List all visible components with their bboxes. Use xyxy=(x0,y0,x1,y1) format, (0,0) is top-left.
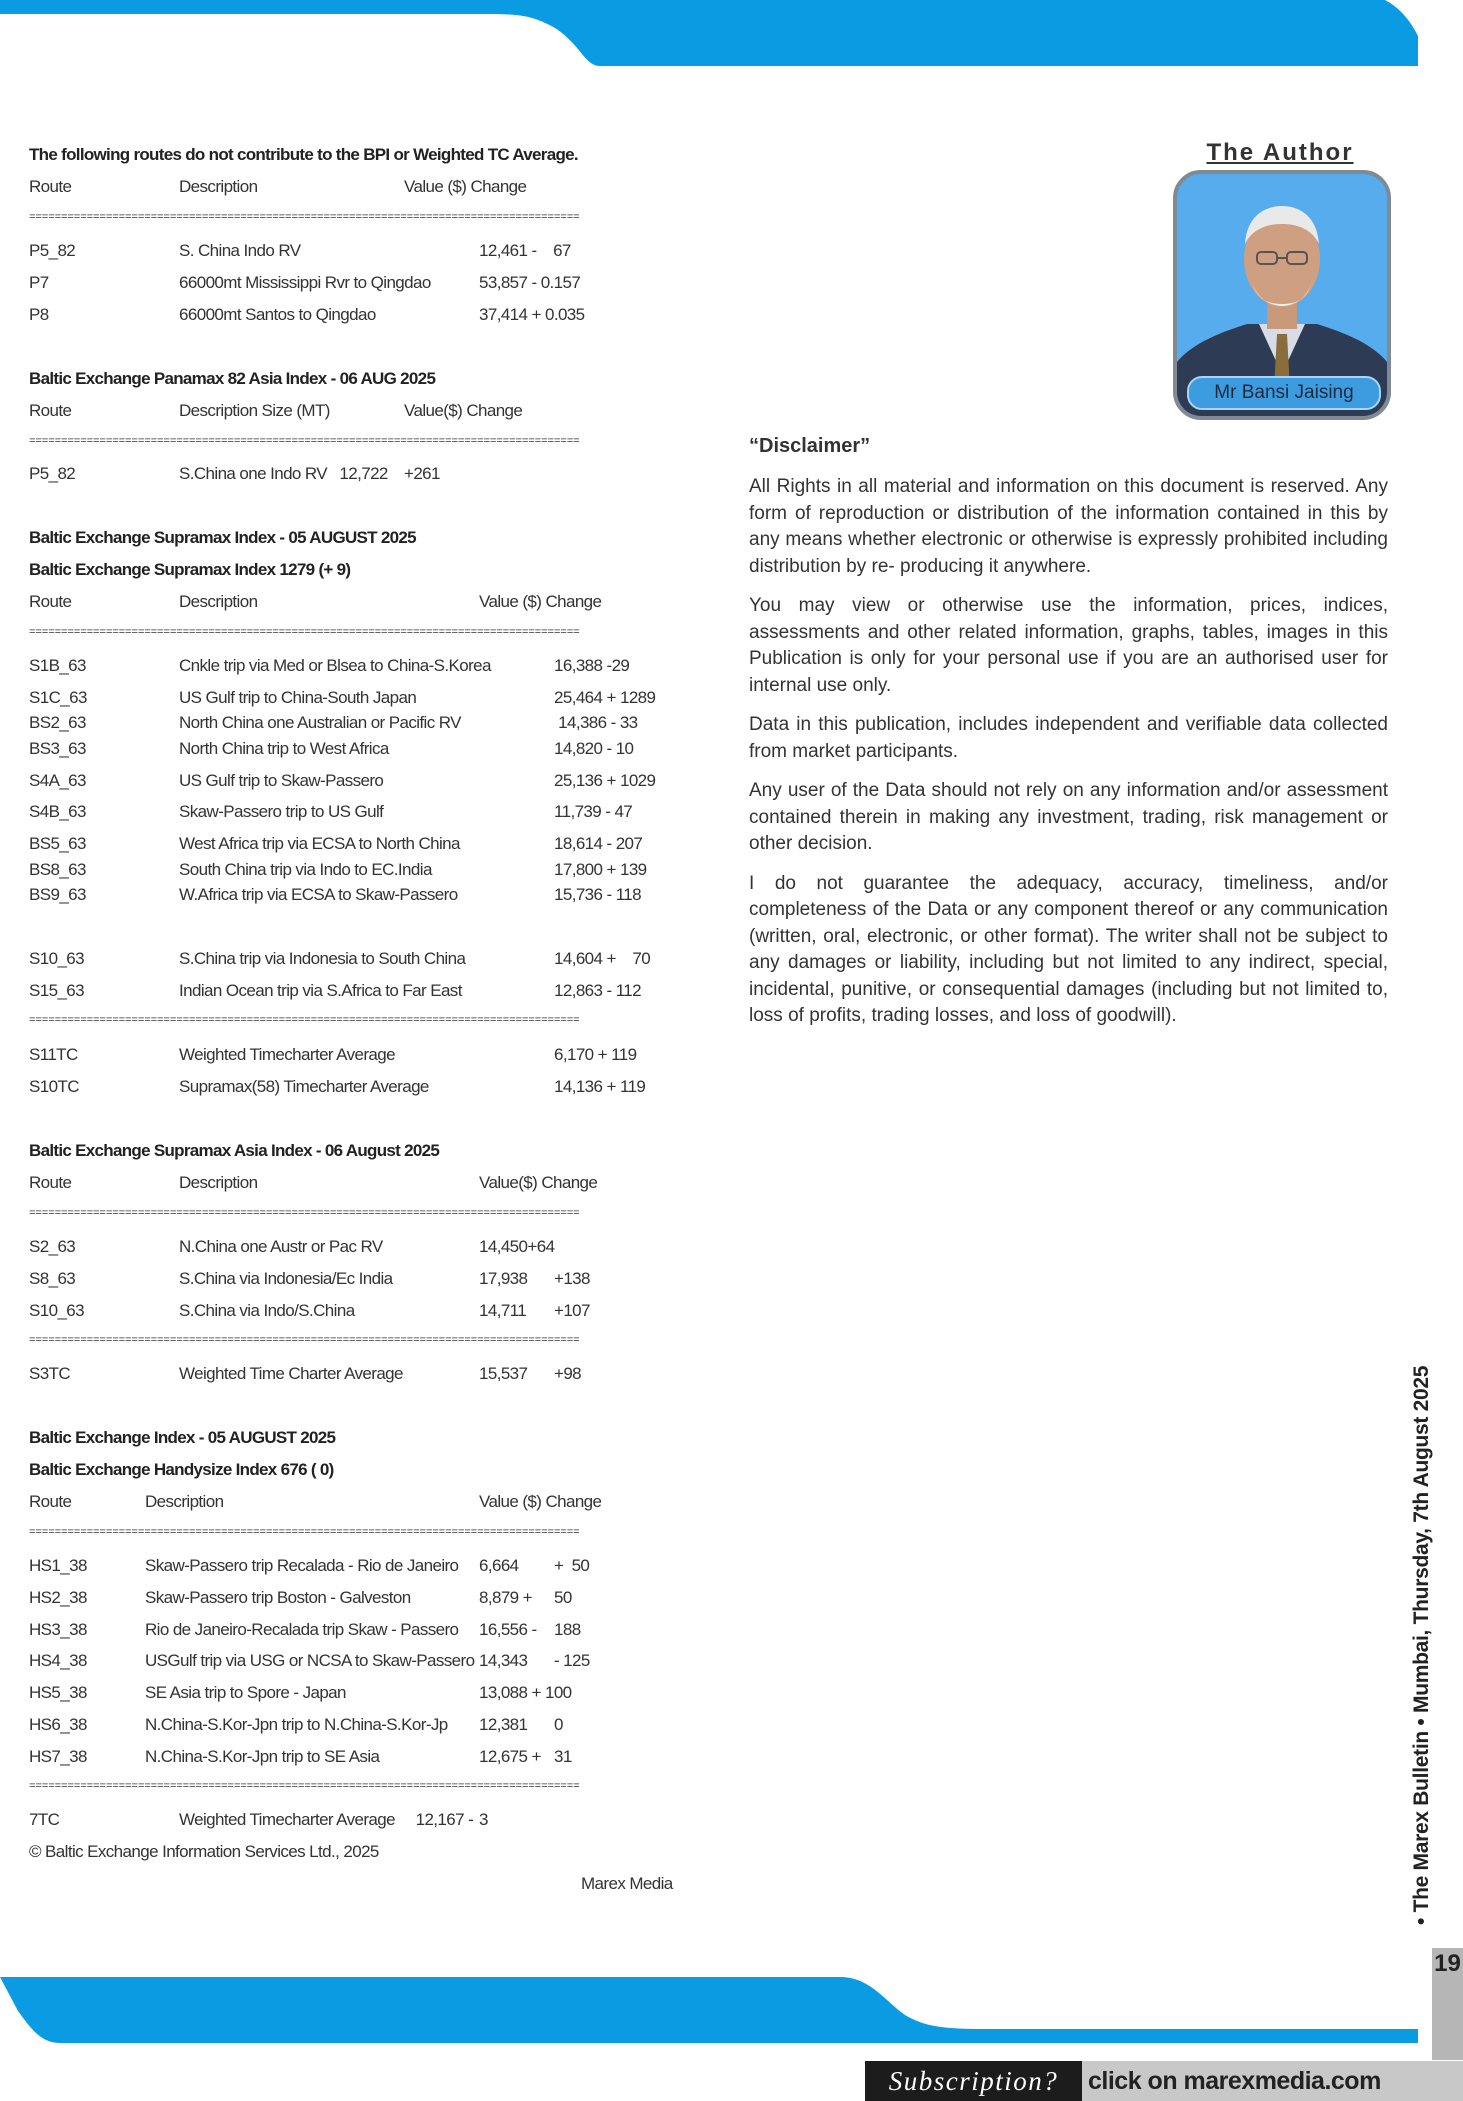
rule-line: ====================================================================================== xyxy=(29,1527,580,1539)
author-title: The Author xyxy=(1206,139,1354,166)
page-number: 19 xyxy=(1432,1948,1463,2060)
disclaimer-body xyxy=(749,474,1388,1043)
rule-line: ====================================================================================== xyxy=(29,1335,580,1347)
disclaimer-paragraph: Any user of the Data should not rely on any information and/or assessment contained therein in making any investment, trading, risk management or other decision. xyxy=(749,780,1388,854)
disclaimer-paragraph: All Rights in all material and information on this document is reserved. Any form of reproduction or distribution of the information contained in this by any means whether electronic or otherwise is expressly prohibited including distribution by re- producing it anywhere. xyxy=(749,476,1388,577)
author-photo xyxy=(1173,170,1391,420)
subscription-label: Subscription? xyxy=(865,2061,1082,2101)
rule-line: ====================================================================================== xyxy=(29,1015,580,1027)
disclaimer-paragraph: Data in this publication, includes independent and verifiable data collected from market participants. xyxy=(749,714,1388,762)
disclaimer-paragraph: I do not guarantee the adequacy, accuracy, timeliness, and/or completeness of the Data or any component thereof or any communication (written, oral, electronic, or other format). The writer shall not be subject to any damages or liability, including but not limited to any indirect, special, incidental, punitive, or consequential damages (including but not limited to, loss of profits, trading losses, and loss of goodwill). xyxy=(749,872,1388,1026)
rule-line: ====================================================================================== xyxy=(29,1208,580,1220)
bottom-banner xyxy=(0,1975,1463,2045)
rule-line: ====================================================================================== xyxy=(29,627,580,639)
subscription-link[interactable]: click on marexmedia.com xyxy=(1088,2067,1381,2095)
disclaimer-paragraph: You may view or otherwise use the information, prices, indices, assessments and other related information, graphs, tables, images in this Publication is only for your personal use if you are an authorised user for internal use only. xyxy=(749,595,1388,696)
bulletin-dateline: • The Marex Bulletin • Mumbai, Thursday, 7th August 2025 xyxy=(1410,1365,1433,1925)
rule-line: ====================================================================================== xyxy=(29,1781,580,1793)
rule-line: ====================================================================================== xyxy=(29,212,580,224)
disclaimer-heading: “Disclaimer” xyxy=(749,435,871,457)
rule-line: ====================================================================================== xyxy=(29,436,580,448)
top-banner xyxy=(0,0,1463,70)
author-name: Mr Bansi Jaising xyxy=(1187,376,1381,410)
